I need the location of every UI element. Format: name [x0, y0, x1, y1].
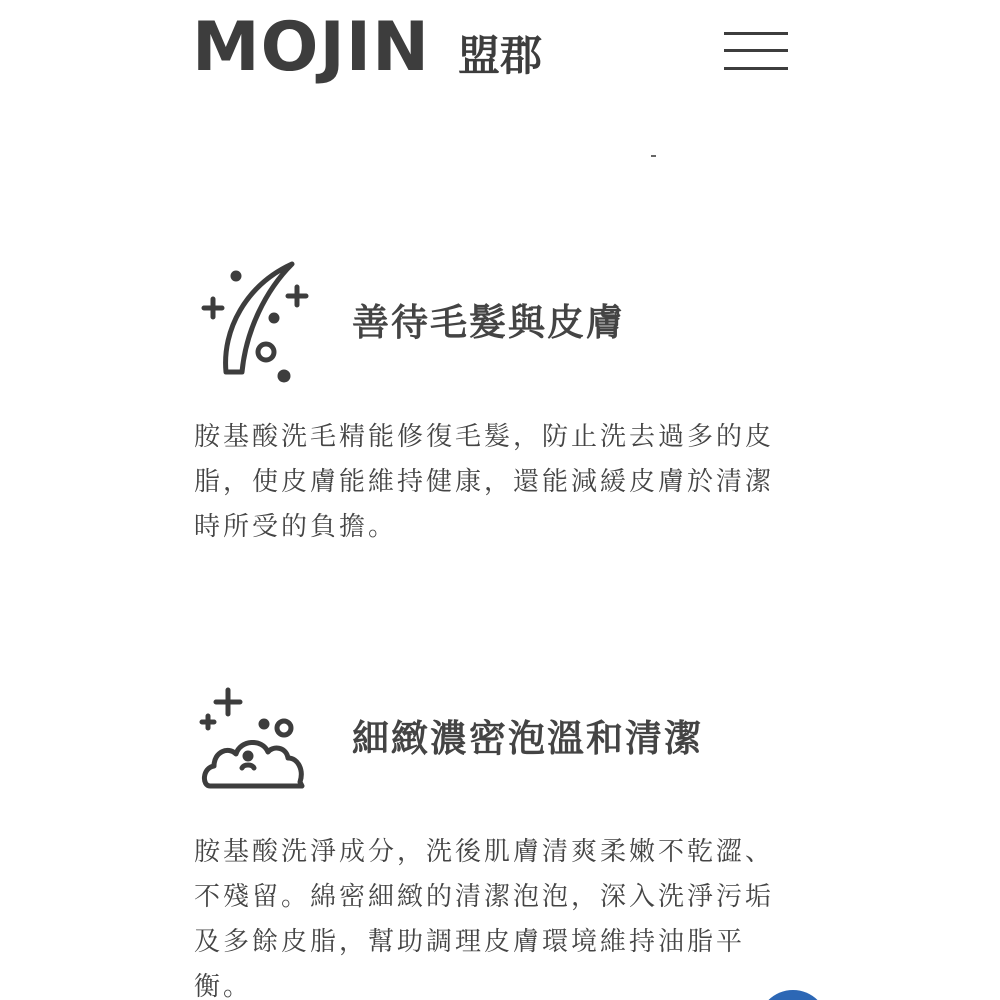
hamburger-menu-button[interactable] [724, 28, 788, 74]
feature-title: 細緻濃密泡溫和清潔 [352, 717, 703, 760]
feature-title: 善待毛髮與皮膚 [352, 301, 625, 344]
logo-english: MOJIN [192, 8, 430, 87]
brand-logo[interactable] [192, 8, 542, 96]
menu-line-icon [724, 49, 788, 52]
divider-mark [651, 155, 656, 157]
site-header [0, 0, 1000, 110]
logo-chinese: 盟郡 [458, 31, 543, 80]
menu-line-icon [724, 32, 788, 35]
menu-line-icon [724, 67, 788, 70]
hair-strand-sparkle-icon [196, 250, 311, 389]
foam-bubbles-icon [196, 684, 311, 798]
feature-description: 胺基酸洗毛精能修復毛髮，防止洗去過多的皮脂，使皮膚能維持健康，還能減緩皮膚於清潔時所受的負擔。 [194, 422, 775, 542]
feature-description: 胺基酸洗淨成分，洗後肌膚清爽柔嫩不乾澀、不殘留。綿密細緻的清潔泡泡，深入洗淨污垢及多餘皮脂，幫助調理皮膚環境維持油脂平衡。 [194, 837, 775, 1000]
